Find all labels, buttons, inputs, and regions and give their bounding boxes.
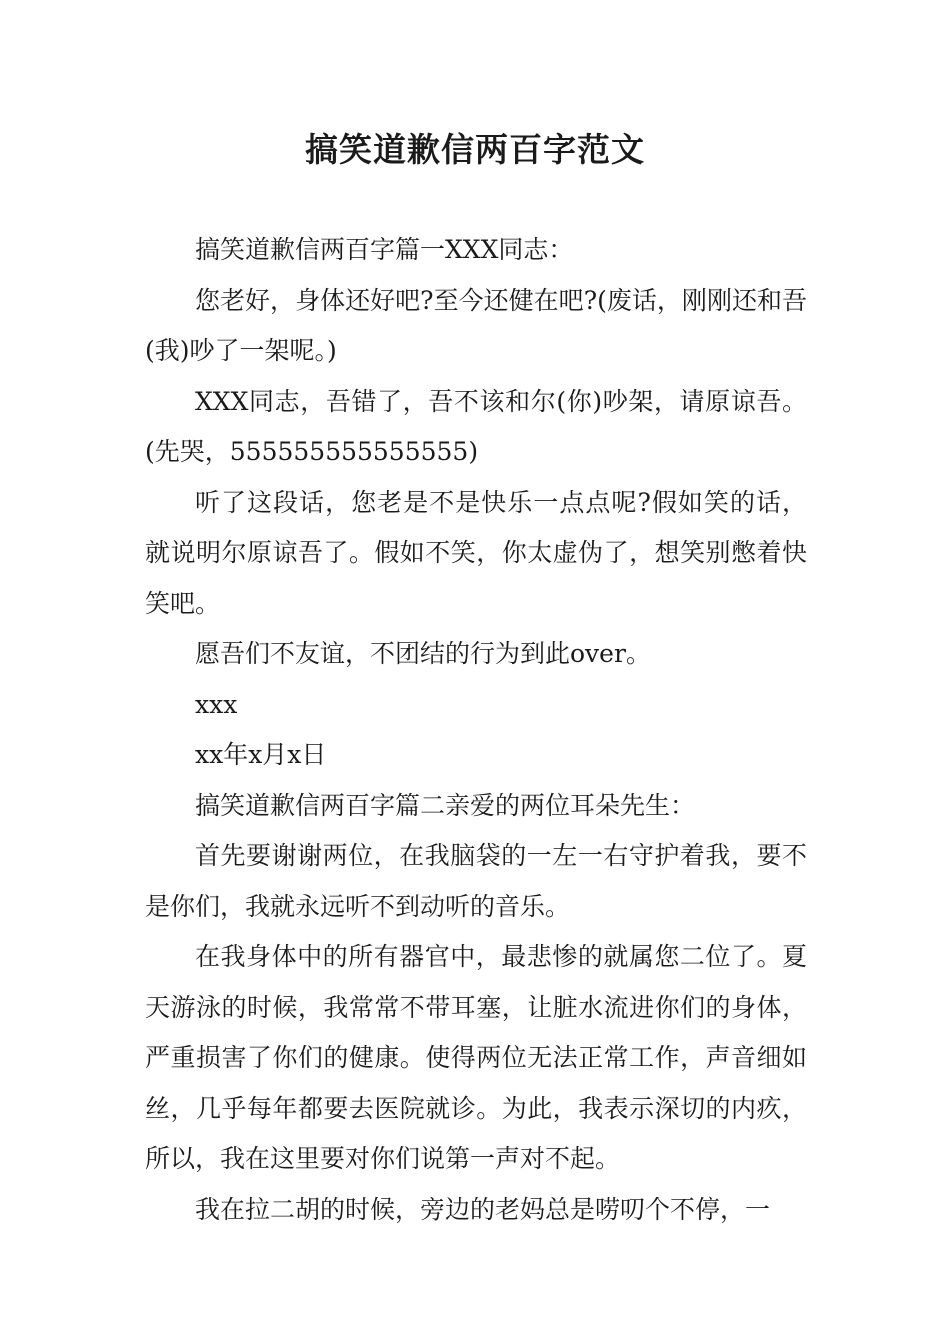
paragraph: xx年x月x日 [195, 740, 327, 769]
paragraph: XXX同志，吾错了，吾不该和尔(你)吵架，请原谅吾。(先哭，555555555555555) [145, 386, 807, 466]
paragraph: 愿吾们不友谊，不团结的行为到此over。 [195, 639, 651, 668]
paragraph: 在我身体中的所有器官中，最悲惨的就属您二位了。夏天游泳的时候，我常常不带耳塞，让脏水流进你们的身体，严重损害了你们的健康。使得两位无法正常工作，声音细如丝，几乎每年都要去医院就诊。为此，我表示深切的内疚，所以，我在这里要对你们说第一声对不起。 [145, 942, 807, 1173]
paragraph: xxx [195, 689, 238, 719]
paragraph: 听了这段话，您老是不是快乐一点点呢?假如笑的话，就说明尔原谅吾了。假如不笑，你太虚伪了，想笑别憋着快笑吧。 [145, 487, 807, 618]
document-title: 搞笑道歉信两百字范文 [305, 130, 645, 169]
paragraph: 首先要谢谢两位，在我脑袋的一左一右守护着我，要不是你们，我就永远听不到动听的音乐。 [145, 841, 807, 921]
paragraph: 搞笑道歉信两百字篇二亲爱的两位耳朵先生： [195, 790, 696, 820]
paragraph: 您老好，身体还好吧?至今还健在吧?(废话，刚刚还和吾(我)吵了一架呢。) [145, 285, 807, 365]
paragraph: 我在拉二胡的时候，旁边的老妈总是唠叨个不停，一 [195, 1194, 771, 1224]
paragraph: 搞笑道歉信两百字篇一XXX同志： [195, 235, 574, 264]
document-body [145, 225, 807, 1235]
